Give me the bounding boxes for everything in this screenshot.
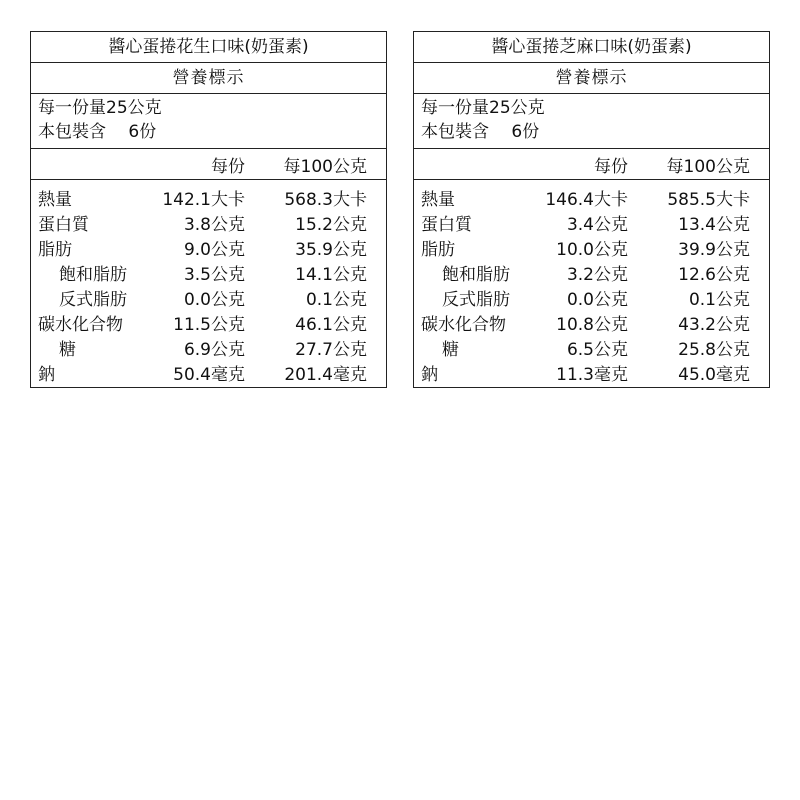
per-100g-value: 13.4公克 — [678, 215, 750, 235]
nutrient-name: 糖 — [442, 340, 459, 360]
per-serving-value: 3.4公克 — [566, 215, 628, 235]
per-serving-header: 每份 — [211, 157, 245, 177]
nutrient-list — [414, 180, 769, 388]
per-serving-value: 10.0公克 — [556, 240, 628, 260]
nutrient-row-saturated-fat — [31, 263, 386, 288]
per-100g-header: 每100公克 — [666, 157, 750, 177]
nutrient-name: 飽和脂肪 — [442, 265, 510, 285]
nutrient-name: 熱量 — [421, 190, 455, 210]
nutrition-facts-heading: 營養標示 — [414, 63, 769, 94]
per-100g-header: 每100公克 — [283, 157, 367, 177]
nutrient-row-fat — [31, 238, 386, 263]
serving-info — [31, 94, 386, 149]
nutrient-name: 反式脂肪 — [59, 290, 127, 310]
nutrient-row-fat — [414, 238, 769, 263]
nutrition-label-peanut — [30, 31, 387, 388]
nutrient-name: 蛋白質 — [421, 215, 472, 235]
per-serving-value: 10.8公克 — [556, 315, 628, 335]
nutrient-name: 鈉 — [38, 365, 55, 385]
per-serving-value: 6.9公克 — [183, 340, 245, 360]
nutrient-name: 反式脂肪 — [442, 290, 510, 310]
nutrient-row-sodium — [31, 363, 386, 388]
nutrient-name: 蛋白質 — [38, 215, 89, 235]
nutrient-row-energy — [31, 188, 386, 213]
per-serving-value: 11.5公克 — [173, 315, 245, 335]
per-100g-value: 45.0毫克 — [678, 365, 750, 385]
nutrient-row-sugar — [414, 338, 769, 363]
per-serving-value: 0.0公克 — [566, 290, 628, 310]
per-100g-value: 39.9公克 — [678, 240, 750, 260]
nutrient-row-carbohydrate — [414, 313, 769, 338]
product-title: 醬心蛋捲芝麻口味(奶蛋素) — [414, 32, 769, 63]
per-serving-value: 9.0公克 — [183, 240, 245, 260]
per-100g-value: 14.1公克 — [295, 265, 367, 285]
nutrient-list — [31, 180, 386, 388]
per-100g-value: 568.3大卡 — [284, 190, 367, 210]
nutrient-name: 鈉 — [421, 365, 438, 385]
nutrient-row-protein — [31, 213, 386, 238]
column-headers — [31, 149, 386, 180]
nutrition-label-sesame — [413, 31, 770, 388]
per-serving-value: 3.8公克 — [183, 215, 245, 235]
per-100g-value: 12.6公克 — [678, 265, 750, 285]
product-title: 醬心蛋捲花生口味(奶蛋素) — [31, 32, 386, 63]
per-100g-value: 15.2公克 — [295, 215, 367, 235]
per-100g-value: 25.8公克 — [678, 340, 750, 360]
per-100g-value: 0.1公克 — [305, 290, 367, 310]
per-100g-value: 27.7公克 — [295, 340, 367, 360]
nutrient-row-carbohydrate — [31, 313, 386, 338]
nutrient-row-protein — [414, 213, 769, 238]
nutrient-name: 熱量 — [38, 190, 72, 210]
per-100g-value: 35.9公克 — [295, 240, 367, 260]
nutrient-name: 脂肪 — [421, 240, 455, 260]
column-headers — [414, 149, 769, 180]
nutrient-row-sugar — [31, 338, 386, 363]
per-100g-value: 201.4毫克 — [284, 365, 367, 385]
nutrient-name: 飽和脂肪 — [59, 265, 127, 285]
servings-per-package: 本包裝含 6份 — [421, 122, 540, 142]
nutrient-row-energy — [414, 188, 769, 213]
per-100g-value: 46.1公克 — [295, 315, 367, 335]
nutrition-facts-heading: 營養標示 — [31, 63, 386, 94]
per-serving-value: 6.5公克 — [566, 340, 628, 360]
per-100g-value: 0.1公克 — [688, 290, 750, 310]
per-100g-value: 585.5大卡 — [667, 190, 750, 210]
servings-per-package: 本包裝含 6份 — [38, 122, 157, 142]
per-serving-value: 142.1大卡 — [162, 190, 245, 210]
per-serving-value: 146.4大卡 — [545, 190, 628, 210]
serving-info — [414, 94, 769, 149]
per-serving-value: 0.0公克 — [183, 290, 245, 310]
nutrient-name: 脂肪 — [38, 240, 72, 260]
per-serving-header: 每份 — [594, 157, 628, 177]
nutrient-row-trans-fat — [414, 288, 769, 313]
serving-size: 每一份量25公克 — [38, 98, 162, 118]
serving-size: 每一份量25公克 — [421, 98, 545, 118]
nutrient-name: 碳水化合物 — [421, 315, 506, 335]
per-serving-value: 50.4毫克 — [173, 365, 245, 385]
nutrient-name: 糖 — [59, 340, 76, 360]
per-serving-value: 11.3毫克 — [556, 365, 628, 385]
nutrient-row-sodium — [414, 363, 769, 388]
per-serving-value: 3.5公克 — [183, 265, 245, 285]
per-serving-value: 3.2公克 — [566, 265, 628, 285]
nutrient-row-trans-fat — [31, 288, 386, 313]
nutrient-row-saturated-fat — [414, 263, 769, 288]
nutrient-name: 碳水化合物 — [38, 315, 123, 335]
per-100g-value: 43.2公克 — [678, 315, 750, 335]
